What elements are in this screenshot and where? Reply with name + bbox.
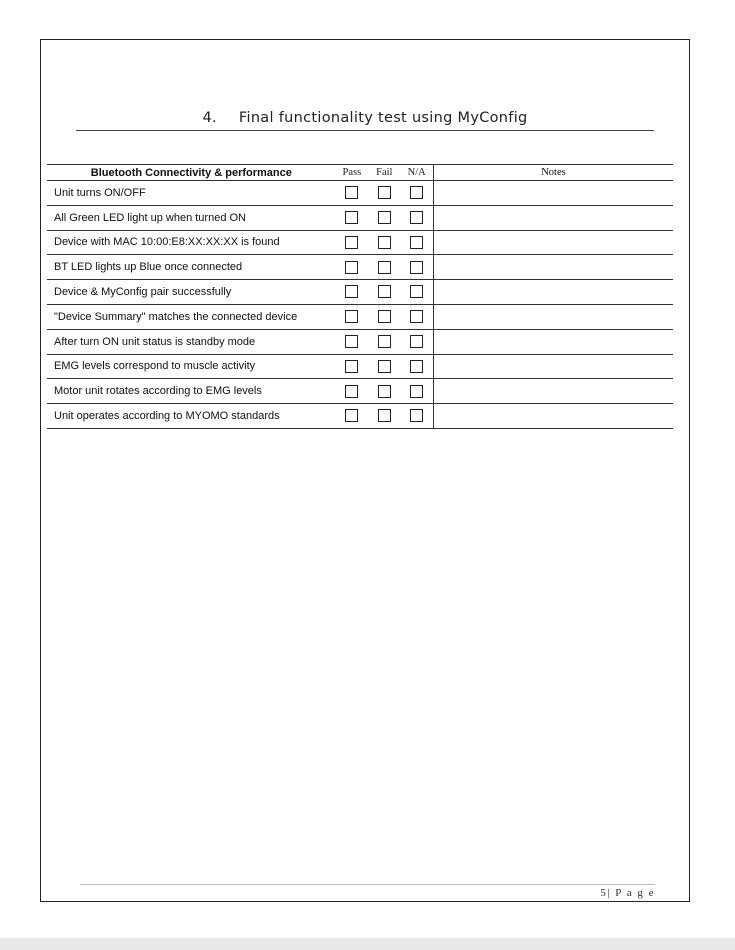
fail-cell bbox=[368, 329, 400, 354]
na-checkbox[interactable] bbox=[410, 360, 423, 373]
fail-cell bbox=[368, 181, 400, 206]
fail-checkbox[interactable] bbox=[378, 409, 391, 422]
page-number: 5 bbox=[600, 887, 608, 899]
pass-cell bbox=[336, 379, 368, 404]
na-cell bbox=[401, 280, 434, 305]
fail-checkbox[interactable] bbox=[378, 385, 391, 398]
check-item-label: All Green LED light up when turned ON bbox=[54, 211, 246, 224]
pass-checkbox[interactable] bbox=[345, 409, 358, 422]
na-cell bbox=[401, 379, 434, 404]
fail-column-header: Fail bbox=[376, 167, 393, 178]
pass-checkbox[interactable] bbox=[345, 285, 358, 298]
pass-checkbox[interactable] bbox=[345, 335, 358, 348]
pass-checkbox[interactable] bbox=[345, 385, 358, 398]
notes-column-header: Notes bbox=[433, 165, 673, 181]
pass-checkbox[interactable] bbox=[345, 310, 358, 323]
na-checkbox[interactable] bbox=[410, 335, 423, 348]
table-header-row bbox=[47, 165, 673, 181]
table-row bbox=[47, 230, 673, 255]
fail-checkbox[interactable] bbox=[378, 360, 391, 373]
check-item-label: BT LED lights up Blue once connected bbox=[54, 261, 243, 274]
check-item-label: Unit operates according to MYOMO standards bbox=[54, 410, 280, 423]
pass-checkbox[interactable] bbox=[345, 186, 358, 199]
check-item-label: Device & MyConfig pair successfully bbox=[54, 286, 232, 299]
fail-checkbox[interactable] bbox=[378, 261, 391, 274]
table-row bbox=[47, 404, 673, 429]
fail-cell bbox=[368, 404, 400, 429]
table-row bbox=[47, 354, 673, 379]
page-label: | P a g e bbox=[607, 887, 655, 899]
table-row bbox=[47, 329, 673, 354]
pass-cell bbox=[336, 354, 368, 379]
pass-checkbox[interactable] bbox=[345, 211, 358, 224]
notes-cell[interactable] bbox=[433, 329, 673, 354]
na-checkbox[interactable] bbox=[410, 186, 423, 199]
section-header: Bluetooth Connectivity & performance bbox=[90, 166, 292, 179]
na-cell bbox=[401, 404, 434, 429]
table-row bbox=[47, 379, 673, 404]
check-item-label: Unit turns ON/OFF bbox=[54, 186, 146, 199]
check-item-label: Motor unit rotates according to EMG levels bbox=[54, 385, 262, 398]
pass-cell bbox=[336, 304, 368, 329]
na-checkbox[interactable] bbox=[410, 261, 423, 274]
section-title: Final functionality test using MyConfig bbox=[238, 110, 528, 126]
fail-cell bbox=[368, 379, 400, 404]
na-checkbox[interactable] bbox=[410, 310, 423, 323]
pass-cell bbox=[336, 404, 368, 429]
fail-checkbox[interactable] bbox=[378, 310, 391, 323]
notes-cell[interactable] bbox=[433, 280, 673, 305]
na-checkbox[interactable] bbox=[410, 236, 423, 249]
table-row bbox=[47, 304, 673, 329]
section-number: 4. bbox=[202, 110, 217, 126]
pass-cell bbox=[336, 181, 368, 206]
scan-edge bbox=[0, 938, 735, 950]
check-item-label: Device with MAC 10:00:E8:XX:XX:XX is found bbox=[54, 236, 280, 249]
pass-cell bbox=[336, 329, 368, 354]
fail-checkbox[interactable] bbox=[378, 285, 391, 298]
na-checkbox[interactable] bbox=[410, 385, 423, 398]
pass-checkbox[interactable] bbox=[345, 236, 358, 249]
na-cell bbox=[401, 205, 434, 230]
fail-cell bbox=[368, 205, 400, 230]
fail-cell bbox=[368, 230, 400, 255]
na-checkbox[interactable] bbox=[410, 409, 423, 422]
notes-cell[interactable] bbox=[433, 230, 673, 255]
section-heading bbox=[76, 110, 654, 131]
pass-checkbox[interactable] bbox=[345, 261, 358, 274]
fail-cell bbox=[368, 354, 400, 379]
na-cell bbox=[401, 181, 434, 206]
table-row bbox=[47, 181, 673, 206]
notes-cell[interactable] bbox=[433, 304, 673, 329]
check-item-label: "Device Summary" matches the connected device bbox=[54, 310, 298, 323]
notes-cell[interactable] bbox=[433, 255, 673, 280]
footer-divider bbox=[80, 884, 655, 885]
pass-cell bbox=[336, 255, 368, 280]
fail-checkbox[interactable] bbox=[378, 186, 391, 199]
pass-cell bbox=[336, 230, 368, 255]
na-cell bbox=[401, 329, 434, 354]
table-row bbox=[47, 280, 673, 305]
pass-checkbox[interactable] bbox=[345, 360, 358, 373]
fail-checkbox[interactable] bbox=[378, 211, 391, 224]
na-cell bbox=[401, 230, 434, 255]
notes-cell[interactable] bbox=[433, 354, 673, 379]
fail-checkbox[interactable] bbox=[378, 335, 391, 348]
notes-cell[interactable] bbox=[433, 404, 673, 429]
fail-cell bbox=[368, 304, 400, 329]
check-item-label: EMG levels correspond to muscle activity bbox=[54, 360, 256, 373]
na-cell bbox=[401, 255, 434, 280]
fail-cell bbox=[368, 255, 400, 280]
pass-column-header: Pass bbox=[342, 167, 362, 178]
pass-cell bbox=[336, 205, 368, 230]
check-item-label: After turn ON unit status is standby mode bbox=[54, 335, 256, 348]
table-row bbox=[47, 205, 673, 230]
pass-cell bbox=[336, 280, 368, 305]
checklist-table bbox=[47, 164, 673, 429]
notes-cell[interactable] bbox=[433, 181, 673, 206]
na-cell bbox=[401, 304, 434, 329]
na-checkbox[interactable] bbox=[410, 285, 423, 298]
notes-cell[interactable] bbox=[433, 205, 673, 230]
na-column-header: N/A bbox=[407, 167, 426, 178]
table-row bbox=[47, 255, 673, 280]
fail-cell bbox=[368, 280, 400, 305]
na-cell bbox=[401, 354, 434, 379]
fail-checkbox[interactable] bbox=[378, 236, 391, 249]
page-footer bbox=[560, 887, 655, 899]
notes-cell[interactable] bbox=[433, 379, 673, 404]
na-checkbox[interactable] bbox=[410, 211, 423, 224]
